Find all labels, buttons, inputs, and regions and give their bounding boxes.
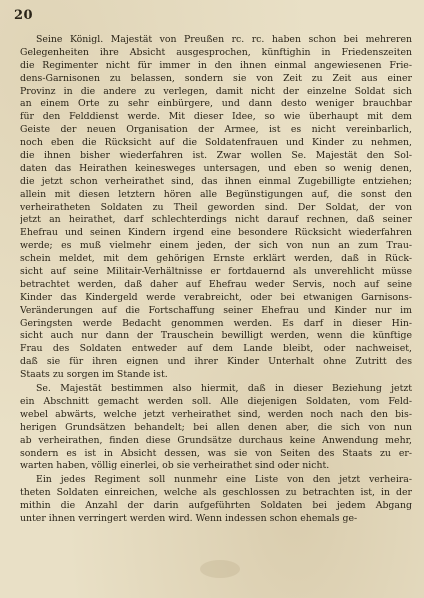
body-text [20, 34, 412, 526]
text-line: Gelegenheiten ihre Absicht ausgesprochen, künftighin in Friedenszeiten [20, 46, 412, 58]
text-line: Provinz in die andere zu verlegen, damit nicht der einzelne Soldat sich [20, 85, 412, 97]
text-line: sondern es ist in Absicht dessen, was sie von Seiten des Staats zu er- [20, 447, 412, 459]
text-line: ab verheirathen, finden diese Grundsätze durchaus keine Anwendung mehr, [20, 434, 412, 446]
text-line: Kinder das Kindergeld werde verabreicht, oder bei etwanigen Garnisons- [20, 291, 412, 303]
text-line: die Regimenter nicht für immer in den ihnen einmal angewiesenen Frie- [20, 59, 412, 71]
text-line: noch eben die Rücksicht auf die Soldatenfrauen und Kinder zu nehmen, [20, 137, 412, 149]
text-line: Ein jedes Regiment soll nunmehr eine Liste von den jetzt verheira- [36, 474, 412, 486]
text-line: daß sie für ihren eignen und ihrer Kinder Unterhalt ohne Zutritt des [20, 356, 412, 368]
text-line: die ihnen bisher wiederfahren ist. Zwar wollen Se. Majestät den Sol- [20, 150, 412, 162]
text-line: dens-Garnisonen zu belassen, sondern sie von Zeit zu Zeit aus einer [20, 72, 412, 84]
text-line: Seine Königl. Majestät von Preußen rc. rc. haben schon bei mehreren [36, 34, 412, 45]
text-line: an einem Orte zu sehr einbürgere, und dann desto weniger brauchbar [20, 98, 412, 110]
text-line: für den Felddienst werde. Mit dieser Idee, so wie überhaupt mit dem [20, 111, 412, 123]
text-line: Veränderungen auf die Fortschaffung seiner Ehefrau und Kinder nur im [20, 304, 412, 316]
paper-stain [200, 560, 240, 578]
text-line: werde; es muß vielmehr einem jeden, der sich von nun an zum Trau- [20, 240, 412, 252]
text-line: Frau des Soldaten entweder auf dem Lande bleibt, oder nachweiset, [20, 343, 412, 355]
text-line: herigen Grundsätzen behandelt; bei allen denen aber, die sich von nun [20, 421, 412, 433]
paragraph [20, 474, 412, 526]
text-line: daten das Heirathen keinesweges untersagen, und eben so wenig denen, [20, 162, 412, 174]
text-line: ein Abschnitt gemacht werden soll. Alle diejenigen Soldaten, vom Feld- [20, 395, 412, 407]
text-line: allein mit diesen letztern hören alle Begünstigungen auf, die sonst den [20, 188, 412, 200]
text-line: die jetzt schon verheirathet sind, das ihnen einmal Zugebilligte entziehen; [20, 175, 412, 187]
text-line: schein meldet, mit dem gehörigen Ernste erklärt werden, daß in Rück- [20, 253, 412, 265]
text-line: sicht auch nur dann der Trauschein bewilligt werden, wenn die künftige [20, 330, 412, 342]
text-line: Se. Majestät bestimmen also hiermit, daß in dieser Beziehung jetzt [36, 383, 412, 395]
page-number: 20 [14, 8, 34, 23]
text-line: Geiste der neuen Organisation der Armee, ist es nicht vereinbarlich, [20, 124, 412, 136]
text-line: Staats zu sorgen im Stande ist. [20, 369, 168, 381]
paragraph [20, 383, 412, 473]
text-line: mithin die Anzahl der darin aufgeführten Soldaten bei jedem Abgang [20, 500, 412, 512]
text-line: Geringsten werde Bedacht genommen werden. Es darf in dieser Hin- [20, 317, 412, 329]
text-line: Ehefrau und seinen Kindern irgend eine besondere Rücksicht wiederfahren [20, 227, 412, 239]
text-line: warten haben, völlig einerlei, ob sie verheirathet sind oder nicht. [20, 460, 330, 472]
text-line: theten Soldaten einreichen, welche als geschlossen zu betrachten ist, in der [20, 487, 412, 499]
paragraph [20, 34, 412, 382]
text-line: unter ihnen verringert werden wird. Wenn indessen schon ehemals ge- [20, 512, 358, 524]
text-line: webel abwärts, welche jetzt verheirathet sind, werden noch nach den bis- [20, 408, 412, 420]
text-line: betrachtet werden, daß daher auf Ehefrau weder Servis, noch auf seine [20, 278, 412, 290]
text-line: sicht auf seine Militair-Verhältnisse er fortdauernd als unverehlicht müsse [20, 266, 412, 278]
text-line: jetzt an heirathet, darf schlechterdings nicht darauf rechnen, daß seiner [20, 214, 412, 226]
text-line: verheiratheten Soldaten zu Theil geworden sind. Der Soldat, der von [20, 201, 412, 213]
